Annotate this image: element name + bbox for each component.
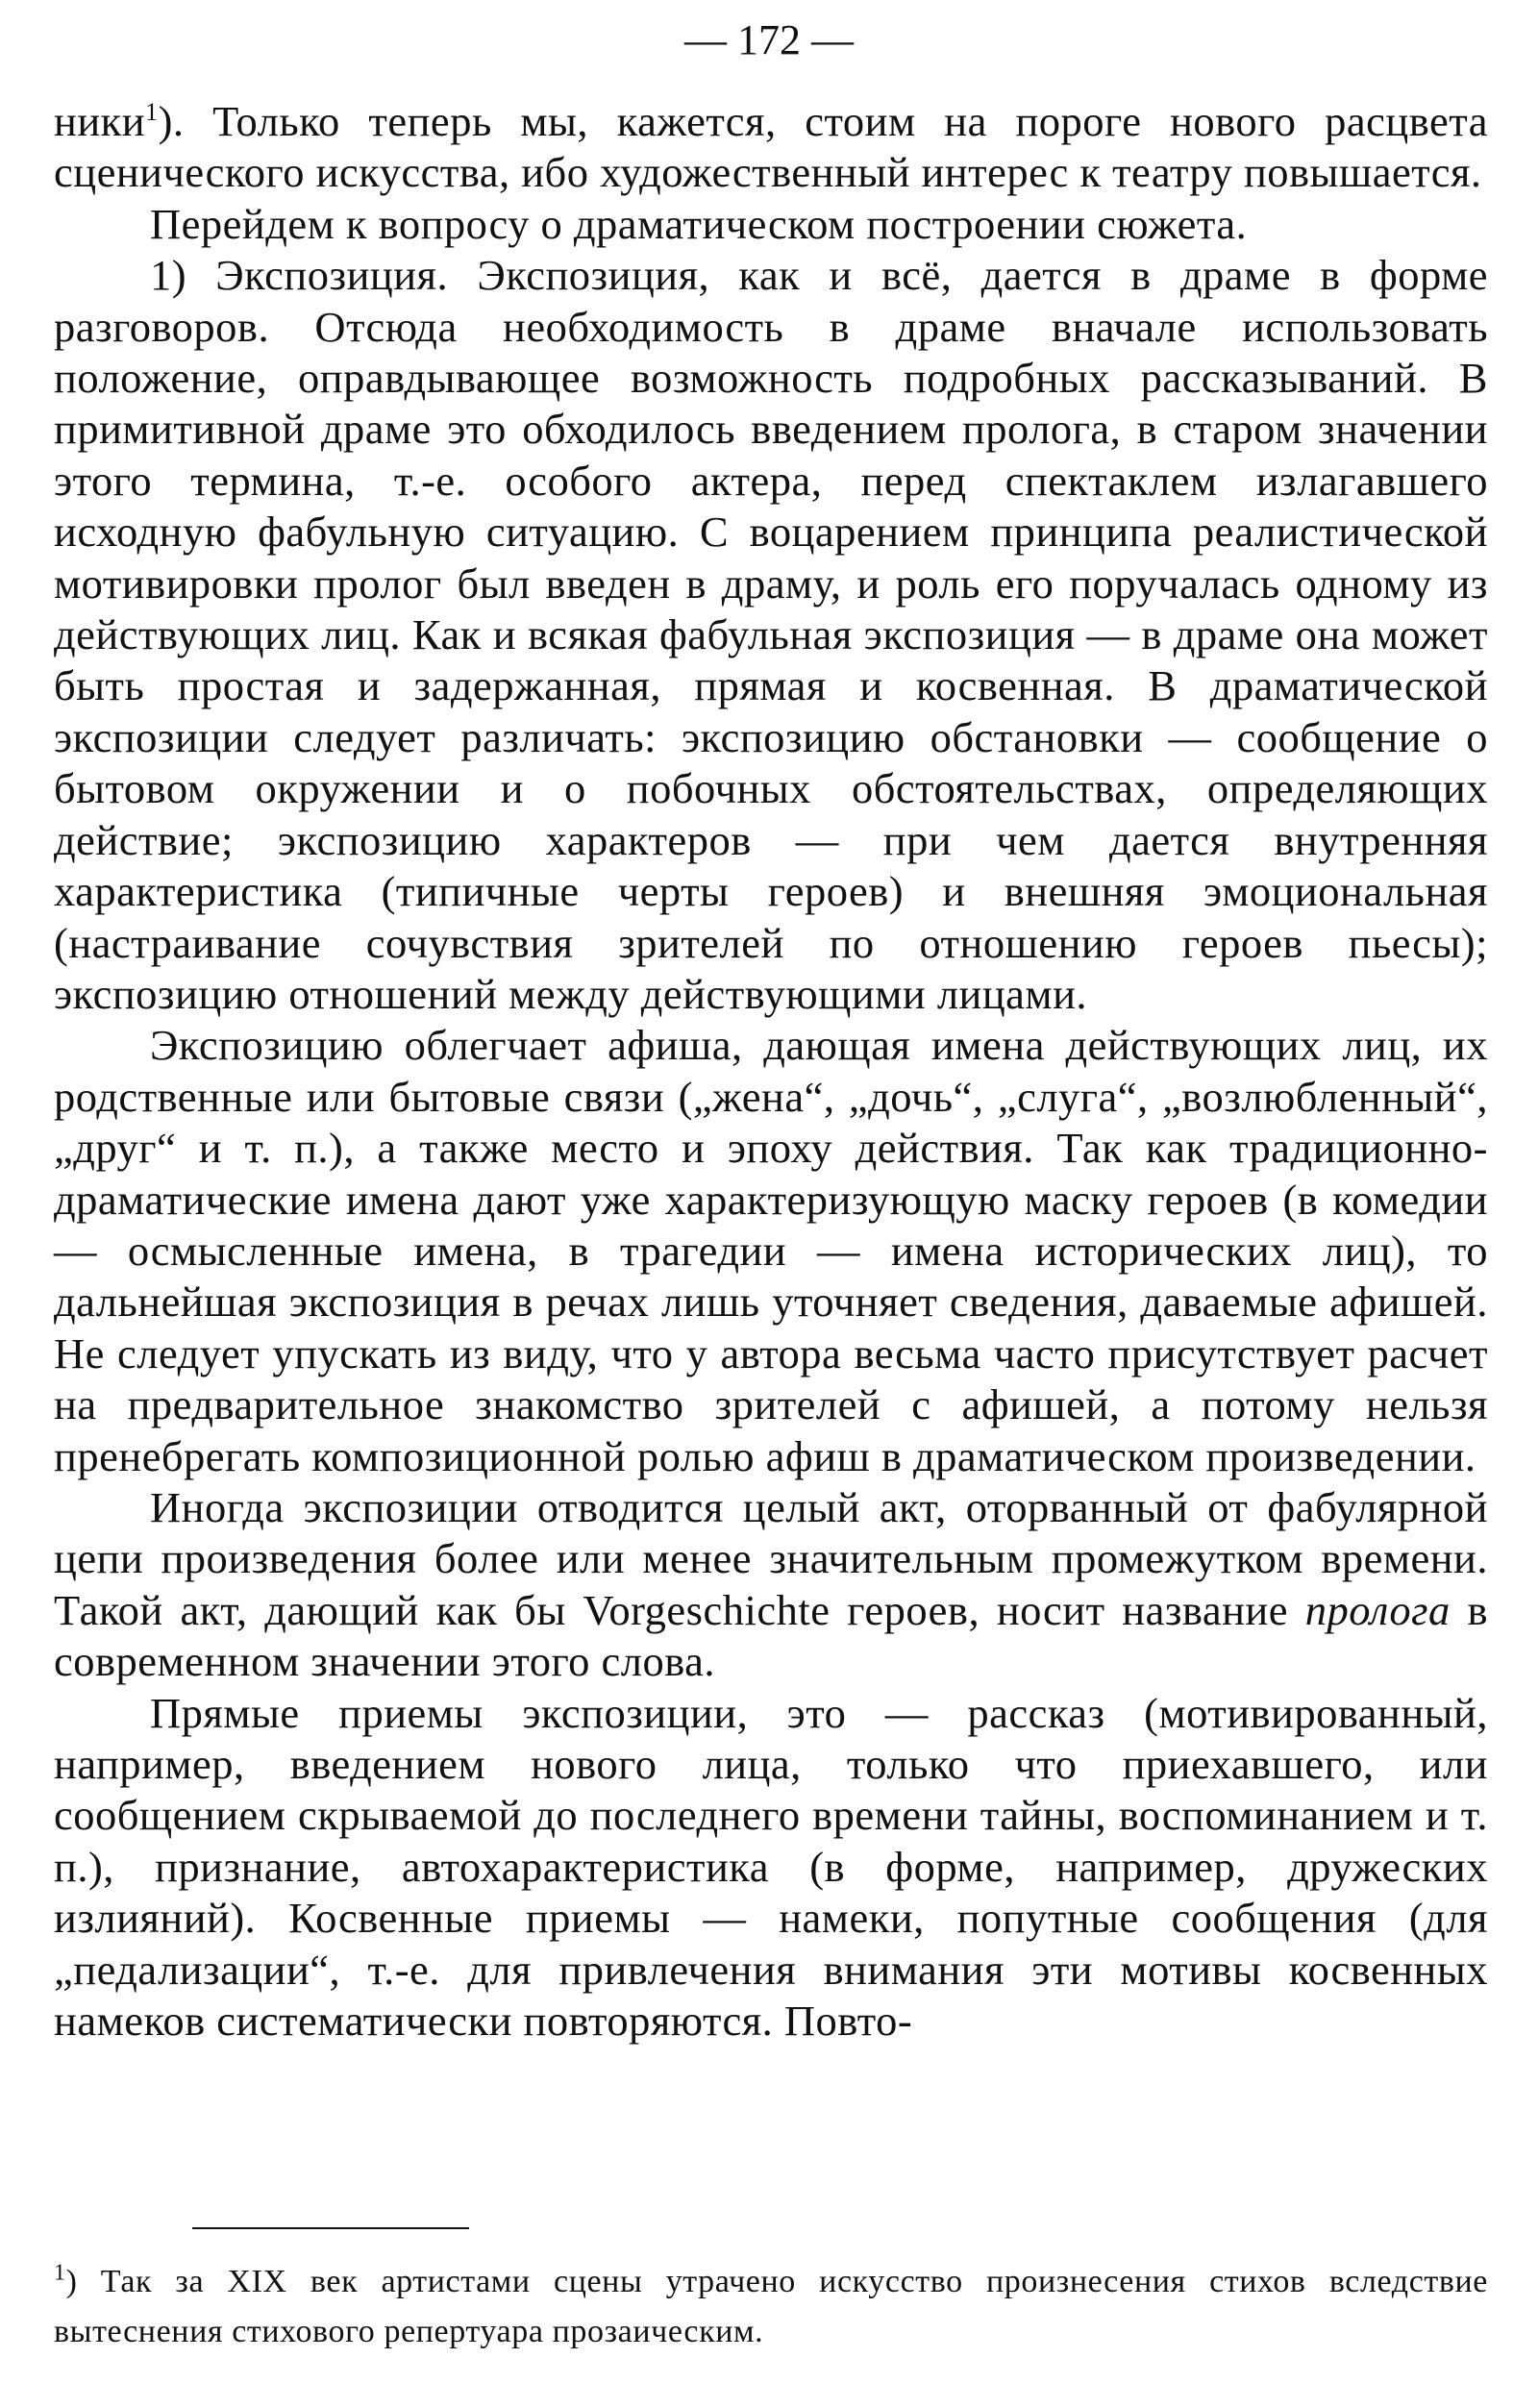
paragraph-1-lead: ники [54, 97, 146, 145]
paragraph-6-direct-methods: Прямые приемы экспозиции, это — рассказ (мотивированный, например, введением нового лица, только что приехавшего, или сообщением скрываемой до последнего времени тайны, воспоминанием и т. п.), признание, автохарактеристика (в форме, например, дружеских излияний). Косвенные приемы — намеки, попутные сообщения (для „педализации“, т.-е. для привлечения внимания эти мотивы косвенных намеков систематически повторяются. Повто- [54, 1688, 1488, 2046]
footnote [54, 2257, 1488, 2357]
paragraph-3-exposition: 1) Экспозиция. Экспозиция, как и всё, дается в драме в форме разговоров. Отсюда необходимость в драме вначале использовать положение, оправдывающее возможность подробных рассказываний. В примитивной драме это обходилось введением пролога, в старом значении этого термина, т.-е. особого актера, перед спектаклем излагавшего исходную фабульную ситуацию. С воцарением принципа реалистической мотивировки пролог был введен в драму, и роль его поручалась одному из действующих лиц. Как и всякая фабульная экспозиция — в драме она может быть простая и задержанная, прямая и косвенная. В драматической экспозиции следует различать: экспозицию обстановки — сообщение о бытовом окружении и о побочных обстоятельствах, определяющих действие; экспозицию характеров — при чем дается внутренняя характеристика (типичные черты героев) и внешняя эмоциональная (настраивание сочувствия зрителей по отношению героев пьесы); экспозицию отношений между действующими лицами. [54, 251, 1488, 1018]
body-text [54, 96, 1488, 2047]
paragraph-1 [54, 96, 1488, 199]
page-number: — 172 — [684, 16, 854, 63]
footnote-number: 1 [54, 2260, 66, 2286]
paragraph-5-italic-term: пролога [1304, 1585, 1451, 1634]
paragraph-4-poster: Экспозицию облегчает афиша, дающая имена действующих лиц, их родственные или бытовые связи („жена“, „дочь“, „слуга“, „возлюбленный“, „друг“ и т. п.), а также место и эпоху действия. Так как традиционно-драматические имена дают уже характеризующую маску героев (в комедии — осмысленные имена, в трагедии — имена исторических лиц), то дальнейшая экспозиция в речах лишь уточняет сведения, даваемые афишей. Не следует упускать из виду, что у автора весьма часто присутствует расчет на предварительное знакомство зрителей с афишей, а потому нельзя пренебрегать композиционной ролью афиш в драматическом произведении. [54, 1021, 1488, 1480]
paragraph-5-prologue [54, 1482, 1488, 1688]
paragraph-1-text: ). Только теперь мы, кажется, стоим на пороге нового расцвета сценического искусства, ибо художественный интерес к театру повышается. [54, 97, 1488, 197]
paragraph-2: Перейдем к вопросу о драматическом построении сюжета. [150, 199, 1248, 248]
paragraph-5-after: в современном значении этого слова. [54, 1585, 1488, 1686]
footnote-reference: 1 [145, 98, 159, 127]
footnote-divider [192, 2227, 469, 2229]
footnote-text: ) Так за XIX век артистами сцены утрачено искусство произнесения стихов вследствие вытеснения стихового репертуара прозаическим. [54, 2264, 1488, 2349]
paragraph-5-before: Иногда экспозиции отводится целый акт, оторванный от фабулярной цепи произведения более или менее значительным промежутком времени. Такой акт, дающий как бы Vorgeschichte героев, носит название [54, 1482, 1488, 1634]
